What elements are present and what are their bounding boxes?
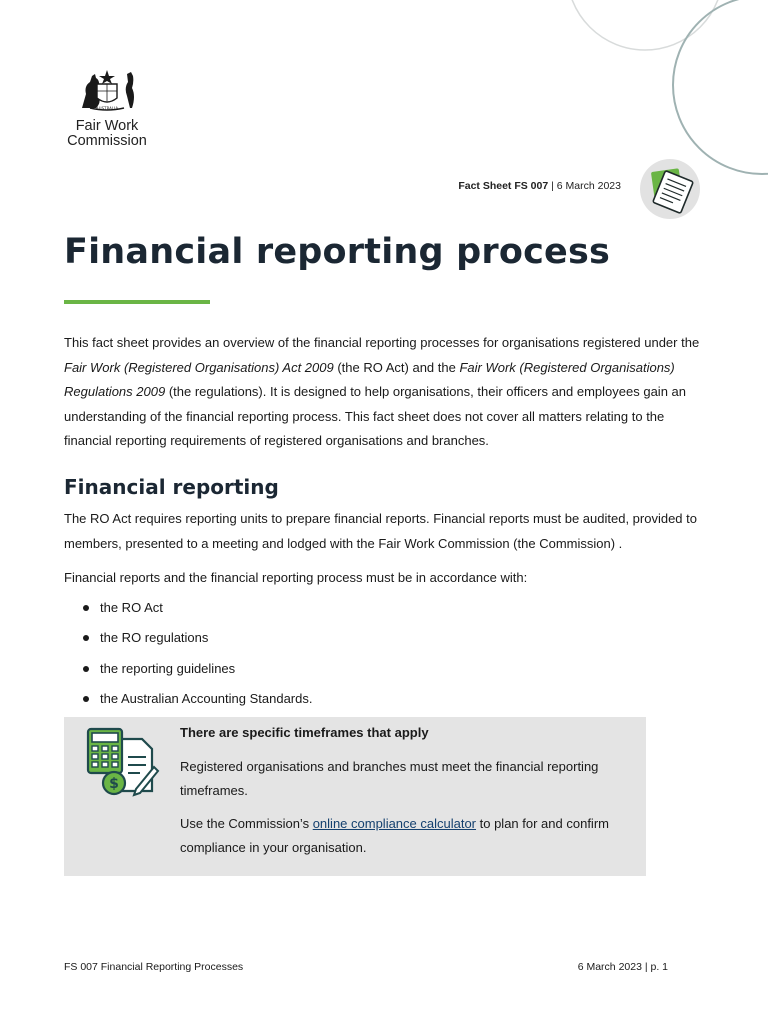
section-heading: Financial reporting	[64, 475, 279, 499]
list-item: the Australian Accounting Standards.	[64, 687, 312, 717]
online-compliance-calculator-link[interactable]: online compliance calculator	[312, 816, 477, 831]
fact-sheet-meta	[458, 180, 621, 192]
footer-date-page: 6 March 2023 | p. 1	[577, 961, 668, 973]
callout-heading: There are specific timeframes that apply	[180, 725, 429, 740]
requirements-list	[64, 596, 312, 717]
meta-separator: |	[551, 180, 554, 192]
intro-text-3: (the regulations). It is designed to help organisations, their officers and employees gain an understanding of the financial reporting process. This fact sheet does not cover all matters relating to the financial reporting requirements of registered organisations and branches.	[64, 384, 686, 448]
calculator-document-icon	[84, 725, 160, 797]
ro-act-title: Fair Work (Registered Organisations) Act 2009	[64, 359, 334, 375]
coat-of-arms-icon	[72, 66, 142, 112]
svg-text:$: $	[109, 776, 119, 792]
callout-paragraph-2	[180, 812, 630, 859]
footer-document-name: FS 007 Financial Reporting Processes	[64, 961, 244, 973]
section-paragraph-1: The RO Act requires reporting units to prepare financial reports. Financial reports must be audited, provided to members, presented to a meeting and lodged with the Fair Work Commission (the Commission) .	[64, 511, 697, 551]
title-underline	[64, 300, 210, 304]
org-name-line2: Commission	[67, 133, 147, 149]
document-icon	[639, 158, 701, 220]
fact-sheet-label: Fact Sheet FS 007	[458, 180, 549, 192]
timeframes-callout	[64, 717, 646, 876]
intro-text-2: (the RO Act) and the	[333, 359, 460, 375]
fair-work-commission-logo	[62, 66, 152, 149]
callout-text-after-link: to plan for and confirm compliance in your organisation.	[180, 816, 609, 855]
org-name-line1: Fair Work	[75, 118, 139, 134]
list-item: the RO Act	[64, 596, 312, 626]
intro-paragraph	[64, 331, 714, 454]
callout-text-before-link: Use the Commission’s	[180, 816, 313, 831]
intro-text-1: This fact sheet provides an overview of the financial reporting processes for organisations registered under the	[64, 335, 700, 350]
callout-paragraph-1: Registered organisations and branches must meet the financial reporting timeframes.	[180, 759, 599, 798]
fact-sheet-date: 6 March 2023	[556, 180, 621, 192]
list-item: the reporting guidelines	[64, 657, 312, 687]
section-paragraph-2: Financial reports and the financial reporting process must be in accordance with:	[64, 570, 528, 585]
ro-regulations-title: Fair Work (Registered Organisations) Regulations 2009	[64, 359, 675, 399]
crest-text: AUSTRALIA	[95, 106, 119, 111]
page-title: Financial reporting process	[64, 232, 611, 272]
list-item: the RO regulations	[64, 626, 312, 656]
